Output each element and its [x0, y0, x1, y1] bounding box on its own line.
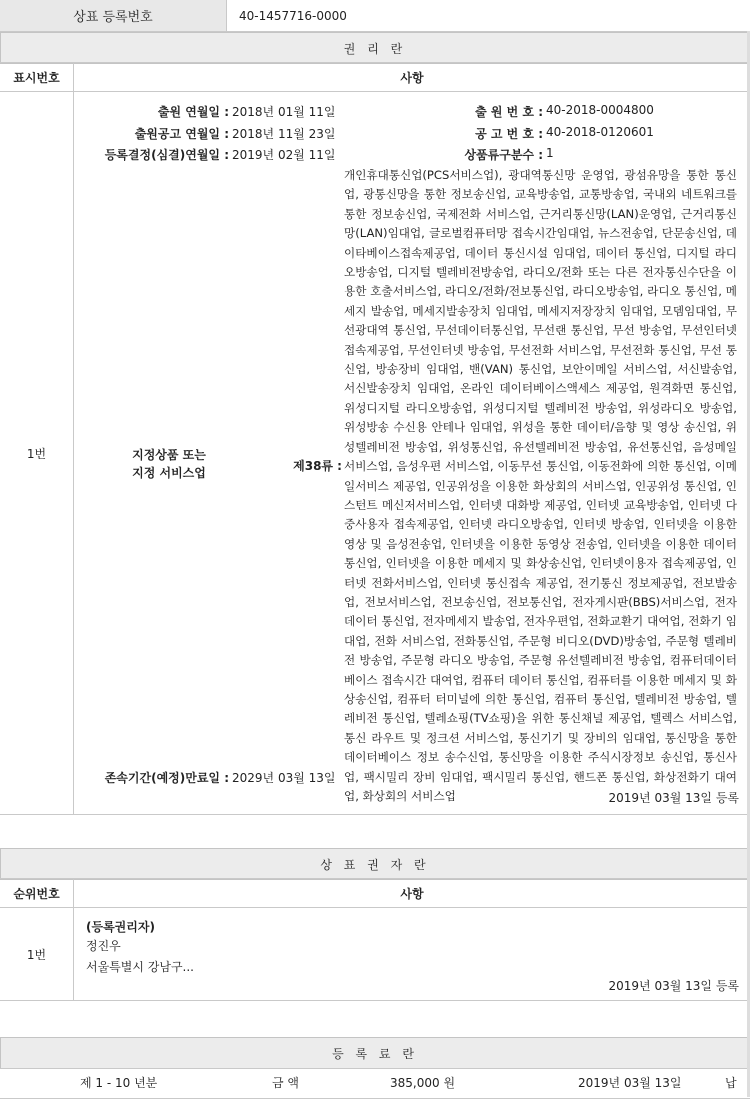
holders-column-header	[0, 878, 750, 908]
application-date-label: 출원 연월일 :	[157, 105, 229, 119]
application-number-label: 출 원 번 호 :	[475, 105, 543, 119]
expiry-date: 2029년 03월 13일	[232, 771, 336, 785]
decision-date: 2019년 02월 11일	[232, 148, 336, 162]
decision-date-label: 등록결정(심결)연월일 :	[104, 148, 229, 162]
class-label: 제38류 :	[293, 459, 342, 473]
designated-goods-label-line1: 지정상품 또는	[132, 448, 206, 462]
application-number: 40-2018-0004800	[546, 103, 654, 117]
fee-period: 제 1 - 10 년분	[80, 1076, 158, 1090]
fees-section-title: 등 록 료 란	[0, 1037, 750, 1069]
publication-number: 40-2018-0120601	[546, 125, 654, 139]
column-matter: 사항	[400, 886, 424, 901]
rights-section-title: 권 리 란	[0, 32, 750, 64]
holder-name: 정진우	[86, 939, 121, 953]
registration-number-value: 40-1457716-0000	[239, 8, 347, 23]
fee-amount: 385,000 원	[390, 1076, 456, 1090]
application-date: 2018년 01월 11일	[232, 105, 336, 119]
designated-goods-text: 개인휴대통신업(PCS서비스업), 광대역통신망 운영업, 광섬유망을 통한 통신업, 광통신망을 통한 정보송신업, 교육방송업, 교통방송업, 국내외 네트워크를 통한 정보송신업, 국제전화 서비스업, 근거리통신망(LAN)운영업, 근거리통신망(LAN)임대업, 글로벌컴퓨터망 접속시간임대업, 뉴스전송업, 단문송신업, 데이타베이스접속제공업, 데이터 통신시설 임대업, 데이터 통신업, 디지털 라디오방송업, 디지털 텔레비전방송업, 라디오/전화 또는 다른 전자통신수단을 이용한 호출서비스업, 라디오/전화/전보통신업, 라디오방송업, 라디오 통신업, 메세지 발송업, 메세지발송장치 임대업, 메세지저장장치 임대업, 모뎀임대업, 무선광대역 통신업, 무선데이터통신업, 무선랜 통신업, 무선 방송업, 무선인터넷 접속제공업, 무선인터넷 방송업, 무선전화 서비스업, 무선전화 통신업, 무선 통신업, 방송장비 임대업, 밴(VAN) 통신업, 보안이메일 서비스업, 서신발송업, 서신발송장치 임대업, 온라인 데이터베이스액세스 제공업, 원격화면 통신업, 위성디지털 라디오방송업, 위성디지털 텔레비전 방송업, 위성라디오 방송업, 위성방송 수신용 안테나 임대업, 위성을 통한 데이터/음향 및 영상 송신업, 위성텔레비전 방송업, 위성통신업, 유선텔레비전 방송업, 유선통신업, 음성메일 서비스업, 음성우편 서비스업, 이동무선 통신업, 이동전화에 의한 통신업, 이메일서비스 제공업, 인공위성을 이용한 화상회의 서비스업, 인공위성 통신업, 인스턴트 메신저서비스업, 인터넷 대화방 제공업, 인터넷 교육방송업, 인터넷 다중사용자 접속제공업, 인터넷 라디오방송업, 인터넷 방송업, 인터넷을 이용한 영상 및 음성전송업, 인터넷을 이용한 동영상 전송업, 인터넷을 이용한 데이터통신업, 인터넷을 이용한 메세지 및 화상송신업, 인터넷이용자 접속제공업, 인터넷 전화서비스업, 인터넷 통신접속 제공업, 전기통신 정보제공업, 전보발송업, 전보서비스업, 전보송신업, 전보통신업, 전자게시판(BBS)서비스업, 전자데이터 통신업, 전자메세지 발송업, 전자우편업, 전화교환기 대여업, 전화기 임대업, 전화 서비스업, 전화통신업, 주문형 비디오(DVD)방송업, 주문형 텔레비전 방송업, 주문형 라디오 방송업, 주문형 유선텔레비전 방송업, 컴퓨터데이터베이스 접속시간 대여업, 컴퓨터 데이터 통신업, 컴퓨터를 이용한 메세지 및 화상송신업, 컴퓨터 터미널에 의한 통신업, 컴퓨터 통신업, 텔레비전 방송업, 텔레비전 통신업, 텔레쇼핑(TV쇼핑)을 위한 통신채널 제공업, 텔렉스 서비스업, 통신 라우트 및 정크션 서비스업, 통신기기 및 장비의 임대업, 통신망을 통한 데이터베이스 정보 송수신업, 통신망을 이용한 주식시장정보 송신업, 통신사업, 팩시밀리 장비 임대업, 팩시밀리 통신업, 핸드폰 통신업, 화상전화기 대여업, 화상회의 서비스업	[344, 168, 737, 803]
column-rank-number: 순위번호	[0, 879, 74, 907]
registration-number-bar	[0, 0, 750, 32]
designated-goods-label-line2: 지정 서비스업	[132, 466, 206, 480]
holder-type: (등록권리자)	[86, 920, 155, 934]
holders-section-title: 상 표 권 자 란	[0, 848, 750, 880]
class-count: 1	[546, 146, 554, 160]
column-display-number: 표시번호	[0, 63, 74, 91]
row-number: 1번	[0, 92, 74, 814]
designated-goods-label	[110, 446, 228, 482]
fee-amount-label: 금 액	[272, 1076, 299, 1090]
publication-date: 2018년 11월 23일	[232, 127, 336, 141]
publication-number-label: 공 고 번 호 :	[475, 127, 543, 141]
holder-address: 서울특별시 강남구...	[86, 960, 194, 974]
rights-column-header	[0, 62, 750, 92]
class-count-label: 상품류구분수 :	[464, 148, 543, 162]
holder-row-number: 1번	[0, 908, 74, 1000]
expiry-date-label: 존속기간(예정)만료일 :	[104, 771, 229, 785]
registration-number-label: 상표 등록번호	[0, 0, 227, 31]
fee-date: 2019년 03월 13일	[578, 1076, 682, 1090]
column-matter: 사항	[400, 70, 424, 85]
publication-date-label: 출원공고 연월일 :	[134, 127, 229, 141]
fee-status: 납	[725, 1076, 737, 1090]
holder-registration-note: 2019년 03월 13일 등록	[608, 979, 739, 993]
rights-registration-note: 2019년 03월 13일 등록	[608, 791, 739, 805]
